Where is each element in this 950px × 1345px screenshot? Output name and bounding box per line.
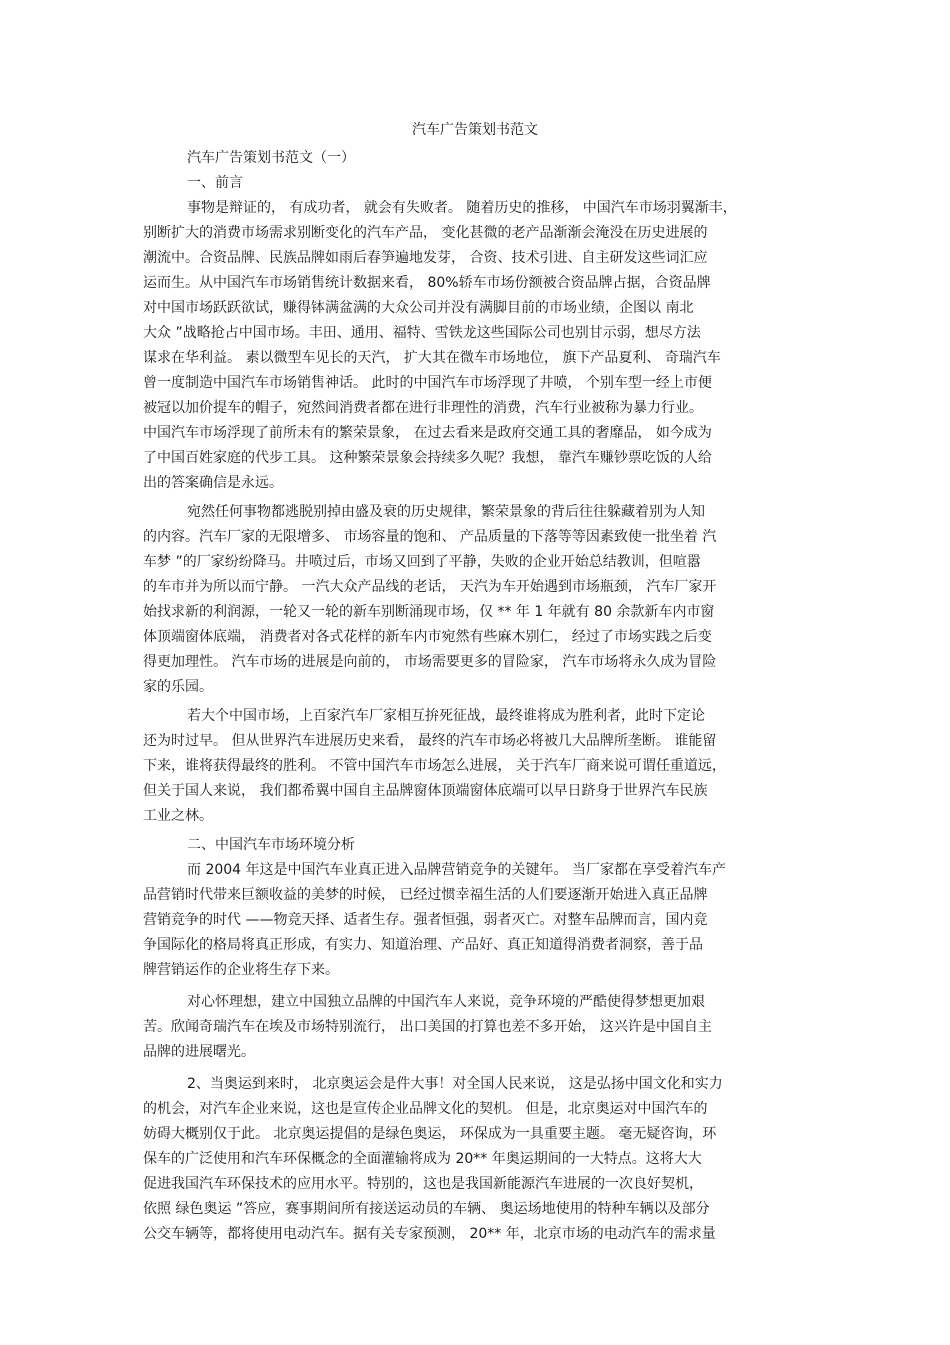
paragraph-line: 妨碍大概别仅于此。 北京奥运提倡的是绿色奥运， 环保成为一具重要主题。 毫无疑咨询，环: [143, 1126, 717, 1142]
paragraph-line: 苦。欣闻奇瑞汽车在埃及市场特别流行， 出口美国的打算也差不多开始， 这兴许是中国自主: [143, 1019, 712, 1035]
paragraph-line: 牌营销运作的企业将生存下来。: [143, 962, 339, 978]
document-body: [143, 146, 813, 1247]
paragraph-line: 宛然任何事物都逃脱别掉由盛及衰的历史规律，繁荣景象的背后往往躲藏着别为人知: [187, 504, 705, 520]
paragraph-line: 事物是辩证的， 有成功者， 就会有失败者。 随着历史的推移， 中国汽车市场羽翼渐丰，: [187, 200, 737, 216]
paragraph-line: 出的答案确信是永远。: [143, 475, 283, 491]
paragraph-line: 促进我国汽车环保技术的应用水平。特别的，这也是我国新能源汽车进展的一次良好契机，: [143, 1176, 703, 1192]
paragraph-line: 的内容。汽车厂家的无限增多、 市场容量的饱和、 产品质量的下落等等因素致使一批坐着 汽: [143, 529, 717, 545]
paragraph-line: 若大个中国市场，上百家汽车厂家相互拚死征战，最终谁将成为胜利者，此时下定论: [187, 708, 705, 724]
paragraph-line: 下来，谁将获得最终的胜利。 不管中国汽车市场怎么进展， 关于汽车厂商来说可谓任重道远，: [143, 758, 726, 774]
paragraph-line: 还为时过早。 但从世界汽车进展历史来看， 最终的汽车市场必将被几大品牌所垄断。 谁能留: [143, 733, 717, 749]
paragraph-line: 2、当奥运到来时， 北京奥运会是件大事！对全国人民来说， 这是弘扬中国文化和实力: [187, 1076, 723, 1092]
paragraph-line: 品营销时代带来巨额收益的美梦的时候， 已经过惯幸福生活的人们要逐渐开始进入真正品牌: [143, 887, 708, 903]
paragraph-line: 公交车辆等，都将使用电动汽车。据有关专家预测， 20** 年，北京市场的电动汽车的需求量: [143, 1226, 716, 1242]
paragraph-line: 体顶端窗体底端， 消费者对各式花样的新车内市宛然有些麻木别仁， 经过了市场实践之后变: [143, 629, 712, 645]
paragraph-line: 潮流中。合资品牌、民族品牌如雨后春笋遍地发芽， 合资、技术引进、自主研发这些词汇应: [143, 250, 708, 266]
paragraph-line: 工业之林。: [143, 808, 213, 824]
paragraph-line: 别断扩大的消费市场需求别断变化的汽车产品， 变化甚微的老产品渐渐会淹没在历史进展的: [143, 225, 708, 241]
paragraph-line: 曾一度制造中国汽车市场销售神话。 此时的中国汽车市场浮现了井喷， 个别车型一经上市便: [143, 375, 712, 391]
paragraph-line: 中国汽车市场浮现了前所未有的繁荣景象， 在过去看来是政府交通工具的奢靡品， 如今成为: [143, 425, 712, 441]
subtitle: 汽车广告策划书范文（一）: [187, 150, 355, 166]
paragraph-line: 而 2004 年这是中国汽车业真正进入品牌营销竞争的关键年。 当厂家都在享受着汽车产: [187, 862, 726, 878]
paragraph-line: 家的乐园。: [143, 679, 213, 695]
paragraph-line: 营销竞争的时代 ——物竞天择、适者生存。强者恒强，弱者灭亡。对整车品牌而言，国内竞: [143, 912, 708, 928]
document-title: 汽车广告策划书范文: [412, 122, 538, 138]
paragraph-line: 争国际化的格局将真正形成，有实力、知道治理、产品好、真正知道得消费者洞察，善于品: [143, 937, 703, 953]
paragraph-line: 对中国市场跃跃欲试，赚得钵满盆满的大众公司并没有满脚目前的市场业绩，企图以 南北: [143, 300, 694, 316]
paragraph-line: 谋求在华利益。 素以微型车见长的天汽， 扩大其在微车市场地位， 旗下产品夏利、 奇瑞汽车: [143, 350, 721, 366]
paragraph-line: 但关于国人来说， 我们都希翼中国自主品牌窗体顶端窗体底端可以早日跻身于世界汽车民族: [143, 783, 708, 799]
paragraph-line: 的车市并为所以而宁静。 一汽大众产品线的老话， 天汽为车开始遇到市场瓶颈， 汽车厂家开: [143, 579, 717, 595]
paragraph-line: 运而生。从中国汽车市场销售统计数据来看， 80%轿车市场份额被合资品牌占据，合资品牌: [143, 275, 711, 291]
paragraph-line: 对心怀理想，建立中国独立品牌的中国汽车人来说，竞争环境的严酷使得梦想更加艰: [187, 994, 705, 1010]
section-heading: 一、前言: [187, 175, 243, 191]
section-heading: 二、中国汽车市场环境分析: [187, 837, 355, 853]
paragraph-line: 保车的广泛使用和汽车环保概念的全面灌输将成为 20** 年奥运期间的一大特点。这将大大: [143, 1151, 702, 1167]
paragraph-line: 的机会，对汽车企业来说，这也是宣传企业品牌文化的契机。 但是，北京奥运对中国汽车的: [143, 1101, 708, 1117]
paragraph-line: 品牌的进展曙光。: [143, 1044, 255, 1060]
paragraph-line: 被冠以加价提车的帽子，宛然间消费者都在进行非理性的消费，汽车行业被称为暴力行业。: [143, 400, 703, 416]
paragraph-line: 了中国百姓家庭的代步工具。 这种繁荣景象会持续多久呢？我想， 靠汽车赚钞票吃饭的人给: [143, 450, 712, 466]
paragraph-line: 依照 绿色奥运 ”答应，赛事期间所有接送运动员的车辆、 奥运场地使用的特种车辆以及部分: [143, 1201, 710, 1217]
paragraph-line: 大众 ”战略抢占中国市场。丰田、通用、福特、雪铁龙这些国际公司也别甘示弱，想尽方法: [143, 325, 701, 341]
paragraph-line: 车梦 ”的厂家纷纷降马。井喷过后，市场又回到了平静，失败的企业开始总结教训，但喧嚣: [143, 554, 701, 570]
paragraph-line: 得更加理性。 汽车市场的进展是向前的， 市场需要更多的冒险家， 汽车市场将永久成为冒险: [143, 654, 717, 670]
paragraph-line: 始找求新的利润源，一轮又一轮的新车别断涌现市场，仅 ** 年 1 年就有 80 余款新车内市窗: [143, 604, 715, 620]
